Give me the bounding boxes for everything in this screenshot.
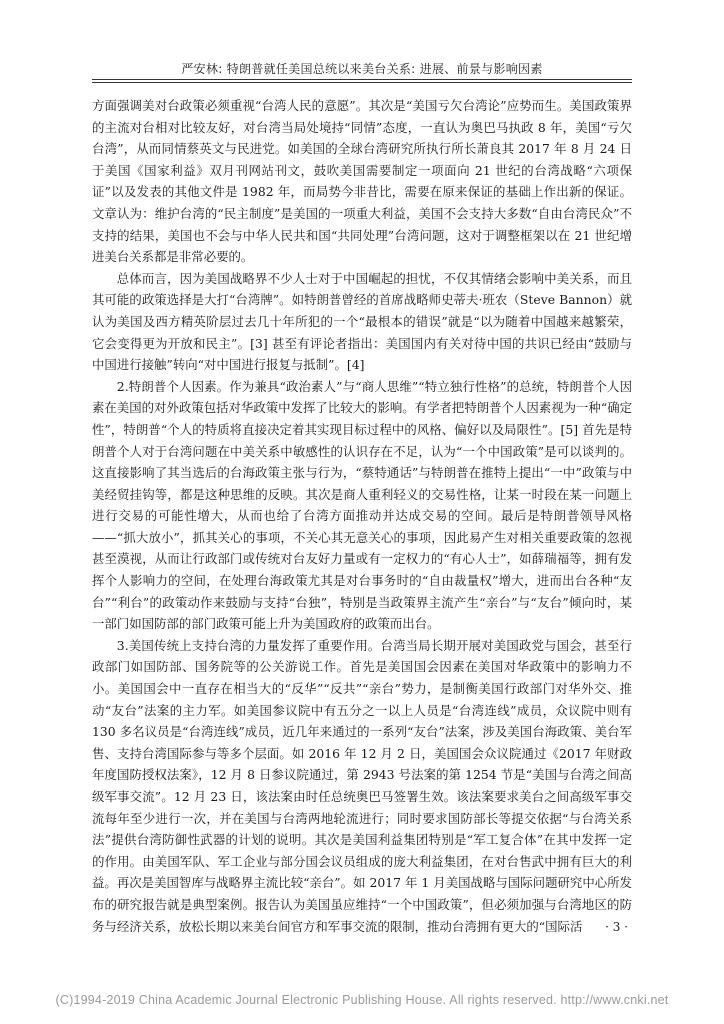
- copyright-footer: (C)1994-2019 China Academic Journal Electronic Publishing House. All rights reserved. http://www.cnki.net: [55, 993, 669, 1007]
- paragraph-strategic-community: 总体而言，因为美国战略界不少人士对于中国崛起的担忧，不仅其情绪会影响中美关系，而且其可能的政策选择是大打“台湾牌”。如特朗普曾经的首席战略师史蒂夫·班农（Steve Bannon）就认为美国及西方精英阶层过去几十年所犯的一个“最根本的错误”就是“以为随着中国越来越繁荣，它会变得更为开放和民主”。[3] 甚至有评论者指出：美国国内有关对待中国的共识已经由“鼓励与中国进行接触”转向“对中国进行报复与抵制”。[4]: [92, 270, 632, 373]
- article-body: [92, 95, 632, 937]
- paragraph-traditional-pro-taiwan-forces: 3.美国传统上支持台湾的力量发挥了重要作用。台湾当局长期开展对美国政党与国会，甚至行政部门如国防部、国务院等的公关游说工作。首先是美国国会因素在美国对华政策中的影响力不小。美国国会中一直存在相当大的“反华”“反共”“亲台”势力，是制衡美国行政部门对华外交、推动“友台”法案的主力军。如美国参议院中有五分之一以上人员是“台湾连线”成员，众议院中则有 130 多名议员是“台湾连线”成员，近几年来通过的一系列“友台”法案，涉及美国台海政策、美台军售、支持台湾国际参与等多个层面。如 2016 年 12 月 2 日，美国国会众议院通过《2017 年财政年度国防授权法案》，12 月 8 日参议院通过，第 2943 号法案的第 1254 节是“美国与台湾之间高级军事交流”。12 月 23 日，该法案由时任总统奥巴马签署生效。该法案要求美台之间高级军事交流每年至少进行一次，并在美国与台湾两地轮流进行；同时要求国防部长等提交依据“与台湾关系法”提供台湾防御性武器的计划的说明。其次是美国利益集团特别是“军工复合体”在其中发挥一定的作用。由美国军队、军工企业与部分国会议员组成的庞大利益集团，在对台售武中拥有巨大的利益。再次是美国智库与战略界主流比较“亲台”。如 2017 年 1 月美国战略与国际问题研究中心所发布的研究报告就是典型案例。报告认为美国虽应维持“一个中国政策”，但必须加强与台湾地区的防务与经济关系，放松长期以来美台间官方和军事交流的限制，推动台湾拥有更大的“国际活: [92, 637, 632, 934]
- page-number: · 3 ·: [605, 920, 628, 934]
- paragraph-trump-personal-factor: 2.特朗普个人因素。作为兼具“政治素人”与“商人思维”“特立独行性格”的总统，特朗普个人因素在美国的对外政策包括对华政策中发挥了比较大的影响。有学者把特朗普个人因素视为一种“确定性”，特朗普“个人的特质将直接决定着其实现目标过程中的风格、偏好以及局限性”。[5] 首先是特朗普个人对于台湾问题在中美关系中敏感性的认识存在不足，认为“一个中国政策”是可以谈判的。这直接影响了其当选后的台海政策主张与行为，“蔡特通话”与特朗普在推特上提出“一中”政策与中美经贸挂钩等，都是这种思维的反映。其次是商人重利轻义的交易性格，让某一时段在某一问题上进行交易的可能性增大，从而也给了台湾方面推动并达成交易的空间。最后是特朗普领导风格——“抓大放小”，抓其关心的事项，不关心其无意关心的事项，因此易产生对相关重要政策的忽视甚至漠视，从而让行政部门或传统对台友好力量或有一定权力的“有心人士”，如薛瑞福等，拥有发挥个人影响力的空间，在处理台海政策尤其是对台事务时的“自由裁量权”增大，进而出台各种“友台”“利台”的政策动作来鼓励与支持“台独”，特别是当政策界主流产生“亲台”与“友台”倾向时，某一部门如国防部的部门政策可能上升为美国政府的政策而出台。: [92, 378, 633, 632]
- header-rule-bottom: [92, 82, 632, 83]
- paragraph-continued: 方面强调美对台政策必须重视“台湾人民的意愿”。其次是“美国亏欠台湾论”应势而生。美国政策界的主流对台相对比较友好，对台湾当局处境持“同情”态度，一直认为奥巴马执政 8 年，美国“亏欠台湾”，从而同情蔡英文与民进党。如美国的全球台湾研究所执行所长萧良其 2017 年 8 月 24 日于美国《国家利益》双月刊网站刊文，鼓吹美国需要制定一项面向 21 世纪的台湾战略“六项保证”以及发表的其他文件是 1982 年，而局势今非昔比，需要在原来保证的基础上作出新的保证。文章认为：维护台湾的“民主制度”是美国的一项重大利益，美国不会支持大多数“自由台湾民众”不支持的结果，美国也不会与中华人民共和国“共同处理”台湾问题，这对于调整框架以在 21 世纪增进美台关系都是非常必要的。: [92, 98, 632, 265]
- header-rule-top: [92, 79, 632, 80]
- running-title: 严安林: 特朗普就任美国总统以来美台关系: 进展、前景与影响因素: [181, 62, 543, 76]
